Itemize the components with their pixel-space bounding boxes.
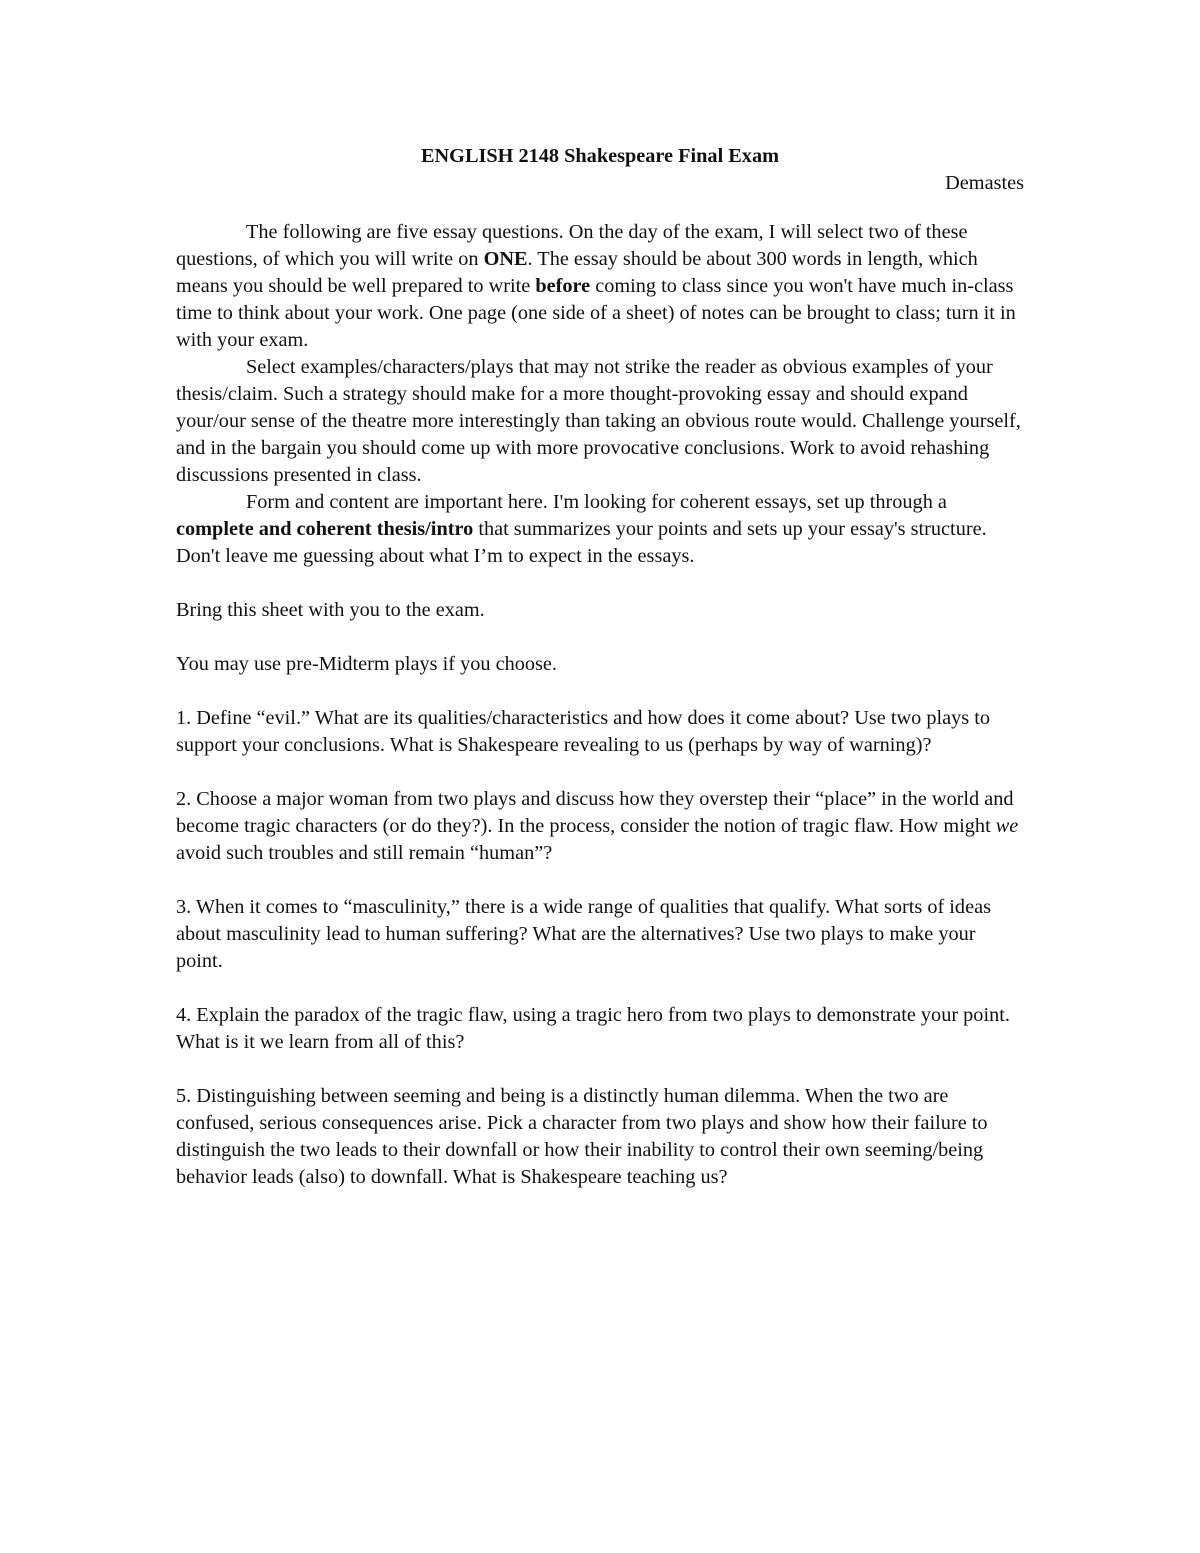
question-2-text-a: 2. Choose a major woman from two plays and discuss how they overstep their “place” in the world and become tragic characters (or do they?). In the process, consider the notion of tragic flaw. How might: [176, 788, 1014, 837]
intro-paragraph-3: [176, 489, 1024, 570]
question-5: 5. Distinguishing between seeming and being is a distinctly human dilemma. When the two are confused, serious consequences arise. Pick a character from two plays and show how their failure to distinguish the two leads to their downfall or how their inability to control their own seeming/being behavior leads (also) to downfall. What is Shakespeare teaching us?: [176, 1085, 988, 1188]
intro-p1-text-e: coming to class since you won't have much in-class time to think about your work. One page (one side of a sheet) of notes can be brought to class; turn it in with your exam.: [176, 275, 1016, 351]
question-2-text-c: avoid such troubles and still remain “human”?: [176, 842, 553, 864]
intro-paragraph-2: Select examples/characters/plays that may not strike the reader as obvious examples of your thesis/claim. Such a strategy should make for a more thought-provoking essay and should expand your/our sense of the theatre more interestingly than taking an obvious route would. Challenge yourself, and in the bargain you should come up with more provocative conclusions. Work to avoid rehashing discussions presented in class.: [176, 356, 1021, 486]
intro-p3-bold-thesis: complete and coherent thesis/intro: [176, 518, 474, 540]
intro-p3-text-c: that summarizes your points and sets up your essay's structure. Don't leave me guessing about what I’m to expect in the essays.: [176, 518, 987, 567]
intro-p1-bold-before: before: [535, 275, 591, 297]
intro-p1-text-c: . The essay should be about 300 words in length, which means you should be well prepared to write: [176, 248, 978, 297]
question-2: [176, 786, 1024, 867]
intro-p3-text-a: Form and content are important here. I'm looking for coherent essays, set up through a: [246, 491, 947, 513]
document-author: Demastes: [945, 172, 1024, 194]
question-4: 4. Explain the paradox of the tragic flaw, using a tragic hero from two plays to demonstrate your point. What is it we learn from all of this?: [176, 1004, 1010, 1053]
intro-paragraph-1: [176, 219, 1024, 354]
document-title: ENGLISH 2148 Shakespeare Final Exam: [421, 145, 779, 167]
question-2-italic-we: we: [995, 815, 1019, 837]
question-3: 3. When it comes to “masculinity,” there is a wide range of qualities that qualify. What sorts of ideas about masculinity lead to human suffering? What are the alternatives? Use two plays to make your point.: [176, 896, 991, 972]
document-body: [176, 143, 1024, 1191]
note-pre-midterm: You may use pre-Midterm plays if you choose.: [176, 653, 557, 675]
intro-p1-bold-one: ONE: [483, 248, 528, 270]
note-bring-sheet: Bring this sheet with you to the exam.: [176, 599, 485, 621]
question-1: 1. Define “evil.” What are its qualities/characteristics and how does it come about? Use two plays to support your conclusions. What is Shakespeare revealing to us (perhaps by way of warning)?: [176, 707, 990, 756]
intro-p1-text-a: The following are five essay questions. On the day of the exam, I will select two of these questions, of which you will write on: [176, 221, 968, 270]
